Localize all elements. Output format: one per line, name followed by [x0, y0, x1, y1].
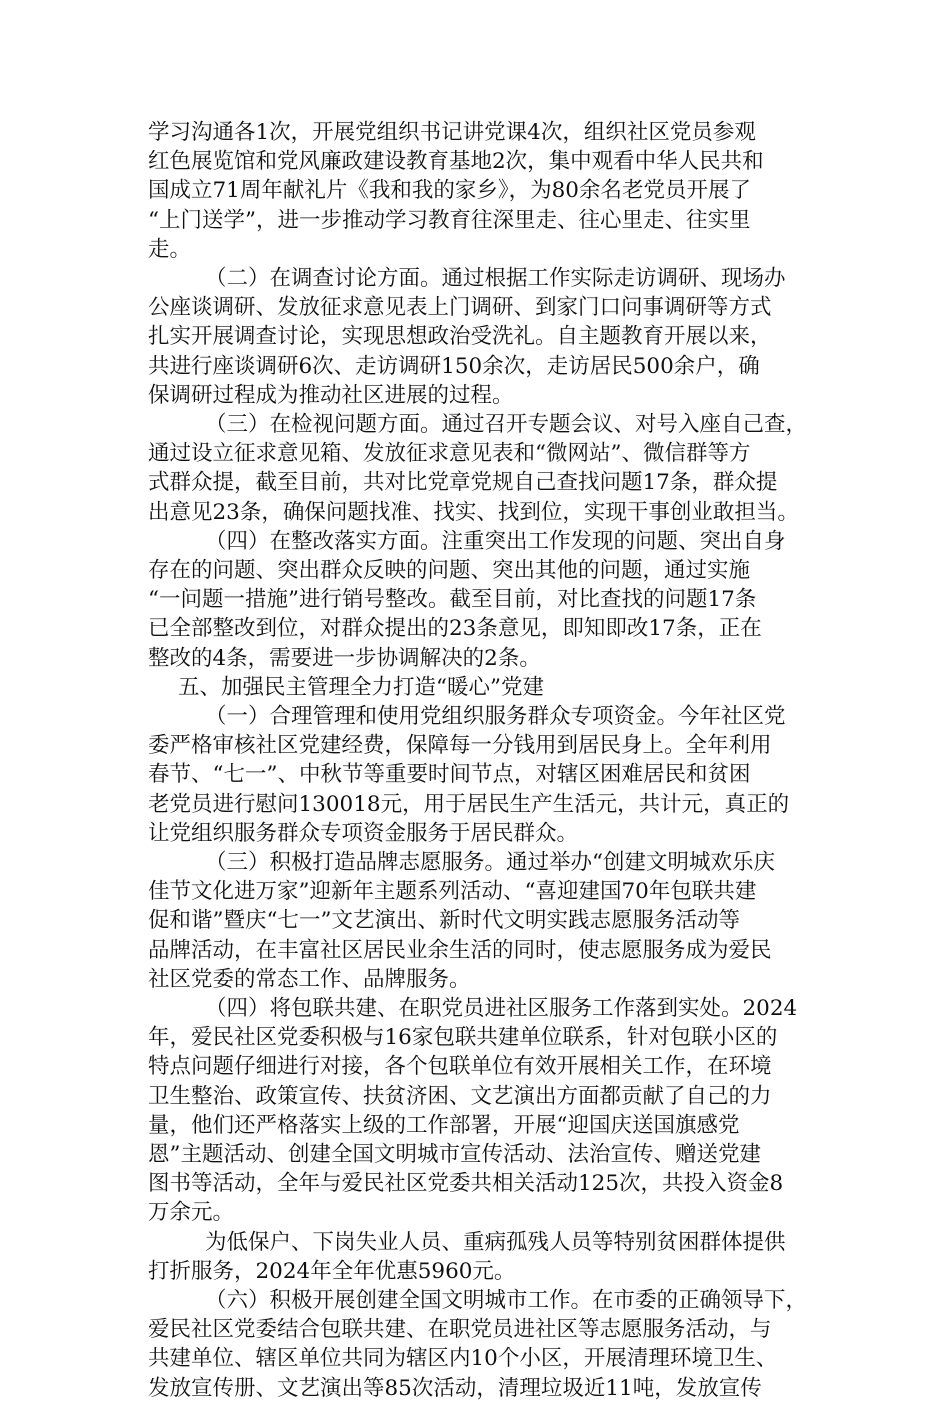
text-line: 学习沟通各1次，开展党组织书记讲党课4次，组织社区党员参观: [148, 120, 756, 145]
text-line: 保调研过程成为推动社区进展的过程。: [148, 382, 514, 408]
text-line: “上门送学”，进一步推动学习教育往深里走、往心里走、往实里: [148, 207, 751, 233]
text-line: （三）在检视问题方面。通过召开专题会议、对号入座自己查，: [205, 412, 808, 437]
text-line: 万余元。: [148, 1200, 235, 1226]
text-line: 为低保户、下岗失业人员、重病孤残人员等特别贫困群体提供: [205, 1229, 786, 1255]
text-line: 特点问题仔细进行对接，各个包联单位有效开展相关工作，在环境: [148, 1054, 772, 1080]
text-line: 老党员进行慰问130018元，用于居民生产生活元，共计元，真正的: [148, 791, 790, 817]
text-line: 发放宣传册、文艺演出等85次活动，清理垃圾近11吨，发放宣传: [148, 1375, 762, 1401]
text-line: 爱民社区党委结合包联共建、在职党员进社区等志愿服务活动，与: [148, 1317, 772, 1343]
text-line: “一问题一措施”进行销号整改。截至目前，对比查找的问题17条: [148, 587, 757, 613]
text-line: （六）积极开展创建全国文明城市工作。在市委的正确领导下，: [205, 1288, 808, 1313]
text-line: 量，他们还严格落实上级的工作部署，开展“迎国庆送国旗感党: [148, 1112, 740, 1138]
text-line: 促和谐”暨庆“七一”文艺演出、新时代文明实践志愿服务活动等: [148, 908, 740, 934]
text-line: 扎实开展调查讨论，实现思想政治受洗礼。自主题教育开展以来，: [148, 324, 772, 350]
text-line: 打折服务，2024年全年优惠5960元。: [148, 1258, 516, 1284]
text-line: （一）合理管理和使用党组织服务群众专项资金。今年社区党: [205, 704, 786, 729]
text-line: 走。: [148, 236, 192, 262]
text-line: 委严格审核社区党建经费，保障每一分钱用到居民身上。全年利用: [148, 733, 772, 759]
text-line: （四）在整改落实方面。注重突出工作发现的问题、突出自身: [205, 528, 786, 554]
text-line: 春节、“七一”、中秋节等重要时间节点，对辖区困难居民和贫困: [148, 762, 751, 788]
text-line: 出意见23条，确保问题找准、找实、找到位，实现干事创业敢担当。: [148, 499, 799, 525]
text-line: 已全部整改到位，对群众提出的23条意见，即知即改17条，正在: [148, 616, 762, 642]
text-line: 国成立71周年献礼片《我和我的家乡》，为80余名老党员开展了: [148, 178, 751, 204]
text-line: 品牌活动，在丰富社区居民业余生活的同时，使志愿服务成为爱民: [148, 937, 772, 963]
text-line: 佳节文化进万家”迎新年主题系列活动、“喜迎建国70年包联共建: [148, 879, 757, 905]
text-line: 图书等活动，全年与爱民社区党委共相关活动125次，共投入资金8: [148, 1171, 784, 1197]
text-line: 共进行座谈调研6次、走访调研150余次，走访居民500余户，确: [148, 353, 760, 379]
text-line: 整改的4条，需要进一步协调解决的2条。: [148, 645, 541, 671]
text-line: （三）积极打造品牌志愿服务。通过举办“创建文明城欢乐庆: [205, 850, 775, 875]
text-line: 让党组织服务群众专项资金服务于居民群众。: [148, 820, 579, 846]
text-line: 通过设立征求意见箱、发放征求意见表和“微网站”、微信群等方: [148, 441, 751, 467]
text-line: 公座谈调研、发放征求意见表上门调研、到家门口问事调研等方式: [148, 295, 772, 321]
text-line: 红色展览馆和党风廉政建设教育基地2次，集中观看中华人民共和: [148, 149, 764, 175]
text-line: 恩”主题活动、创建全国文明城市宣传活动、法治宣传、赠送党建: [148, 1142, 761, 1167]
text-line: 社区党委的常态工作、品牌服务。: [148, 966, 471, 992]
text-line: 五、加强民主管理全力打造“暖心”党建: [178, 674, 544, 700]
text-line: （二）在调查讨论方面。通过根据工作实际走访调研、现场办: [205, 266, 786, 291]
text-line: （四）将包联共建、在职党员进社区服务工作落到实处。2024: [205, 996, 798, 1021]
text-line: 存在的问题、突出群众反映的问题、突出其他的问题，通过实施: [148, 558, 751, 583]
text-line: 式群众提，截至目前，共对比党章党规自己查找问题17条，群众提: [148, 470, 778, 496]
text-line: 卫生整治、政策宣传、扶贫济困、文艺演出方面都贡献了自己的力: [148, 1083, 772, 1109]
text-line: 共建单位、辖区单位共同为辖区内10个小区，开展清理环境卫生、: [148, 1346, 778, 1372]
text-line: 年，爱民社区党委积极与16家包联共建单位联系，针对包联小区的: [148, 1025, 778, 1051]
